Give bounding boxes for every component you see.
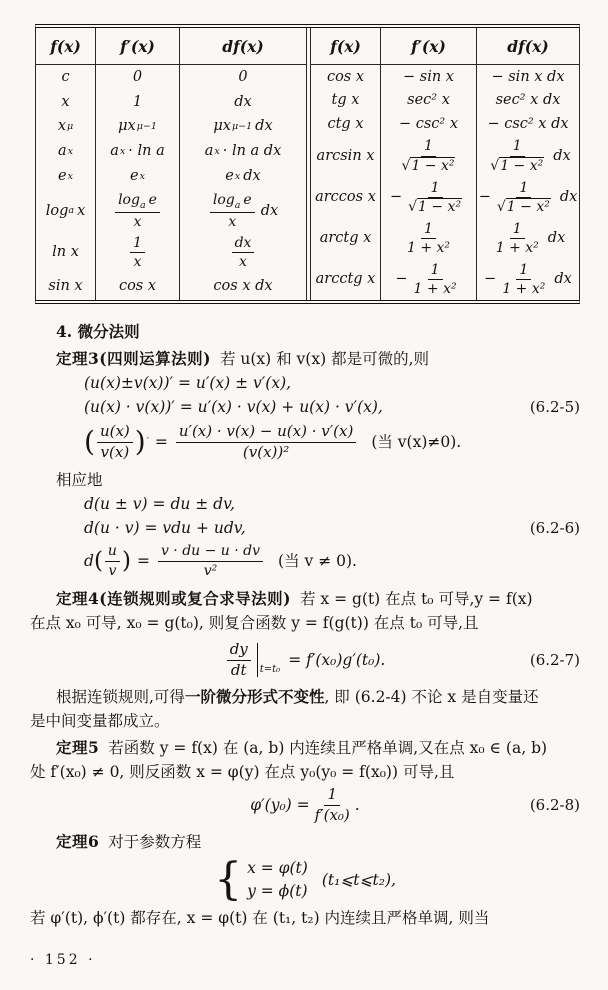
equals-sign: = <box>136 552 150 570</box>
cell-df: − csc² x dx <box>487 115 569 132</box>
theorem-5-text1: 若函数 y = f(x) 在 (a, b) 内连续且严格单调,又在点 x₀ ∈ (a, b) <box>108 739 548 757</box>
cell-f: e x <box>36 164 96 188</box>
cell-fp: 1 <box>96 89 180 113</box>
table-row <box>311 112 579 136</box>
evaluation-subscript: t=t₀ <box>259 664 281 675</box>
theorem-5-intro <box>30 736 580 760</box>
table-header-row <box>36 28 306 65</box>
right-paren: ) <box>134 425 146 458</box>
column-header-f: f(x) <box>311 28 381 64</box>
condition-note: (当 v(x)≠0). <box>371 433 462 451</box>
cell-f: x μ <box>36 114 96 138</box>
theorem-4-text1: 若 x = g(t) 在点 t₀ 可导,y = f(x) <box>299 590 533 608</box>
cell-fp: e x <box>96 164 180 188</box>
cell-df: $\frac{1}{\text{√1 − x²}}$ dx <box>490 138 571 174</box>
invariance-bold: 一阶微分形式不变性 <box>184 687 325 706</box>
prime-mark: ′ <box>146 436 149 447</box>
table-row <box>36 189 306 233</box>
dy-dt-frac: $\frac{dy}{dt}$ <box>227 640 251 680</box>
system-line1: x = φ(t) <box>247 859 308 877</box>
table-row <box>311 136 579 177</box>
cell-df: μx μ−1 dx <box>213 118 273 135</box>
theorem-5-label: 定理5 <box>56 738 100 757</box>
table-row <box>36 65 306 89</box>
eq8-lhs: φ′(y₀) = <box>250 796 310 814</box>
cell-f: ctg x <box>311 112 381 136</box>
evaluation-bar <box>257 643 258 677</box>
table-row <box>36 164 306 188</box>
eq5-line2: (u(x) · v(x))′ = u′(x) · v(x) + u(x) · v′(x), <box>84 398 383 416</box>
equation-6-2-5 <box>84 371 580 465</box>
equation-tag: (6.2-5) <box>529 398 580 416</box>
table-row <box>36 114 306 138</box>
equation-6-2-8 <box>30 784 580 826</box>
correspondingly-text: 相应地 <box>56 471 103 489</box>
eq6-line3 <box>84 540 580 582</box>
theorem-6-intro <box>30 830 580 854</box>
cell-f: a x <box>36 138 96 164</box>
chain-rule-note <box>30 685 580 709</box>
cell-df: − $\frac{1}{\text{√1 − x²}}$ dx <box>478 179 578 215</box>
equals-sign: = <box>154 433 168 451</box>
system-condition: (t₁⩽t⩽t₂), <box>321 871 396 889</box>
eq6-line1: d(u ± v) = du ± dv, <box>84 495 235 513</box>
column-header-f: f(x) <box>36 28 96 64</box>
cell-df: a x · ln a dx <box>204 143 282 160</box>
table-row <box>311 177 579 218</box>
cell-df: − sin x dx <box>491 68 565 85</box>
left-paren: ( <box>84 425 95 458</box>
chain-rule-note-line2: 是中间变量都成立。 <box>30 712 170 730</box>
section-heading: 4. 微分法则 <box>56 322 140 341</box>
table-row <box>36 233 306 272</box>
theorem-5-text2: 处 f′(x₀) ≠ 0, 则反函数 x = φ(y) 在点 y₀(y₀ = f(x₀)) 可导,且 <box>30 763 455 781</box>
left-paren: ( <box>93 547 103 574</box>
cell-fp: − $\frac{1}{\text{1 + x²}}$ <box>381 259 477 300</box>
column-header-df: df(x) <box>507 36 549 56</box>
cell-df: 0 <box>238 69 248 86</box>
column-header-fprime: f′(x) <box>381 28 477 64</box>
equation-6-2-6 <box>84 492 580 582</box>
cell-fp: $\frac{1}{\text{√1 − x²}}$ <box>381 136 477 177</box>
column-header-df: df(x) <box>222 36 264 56</box>
result-frac: $\frac{v \cdot du - u \cdot dv}{\text{v²}}$ <box>158 542 263 579</box>
eq7-rhs: = f′(x₀)g′(t₀). <box>288 651 386 669</box>
eq5-line3 <box>84 419 580 465</box>
cell-fp: μx μ−1 <box>96 114 180 138</box>
cell-f: arcsin x <box>311 136 381 177</box>
theorem-6-text: 对于参数方程 <box>108 833 202 851</box>
result-frac: $\frac{u'(x) \cdot v(x) - u(x) \cdot v'(x)}{\text{(v(x))²}}$ <box>176 422 356 462</box>
cell-f: arctg x <box>311 218 381 259</box>
cell-fp: cos x <box>96 272 180 300</box>
theorem-3-text: 若 u(x) 和 v(x) 都是可微的,则 <box>219 350 429 368</box>
parametric-system <box>30 856 580 904</box>
equation-tag: (6.2-7) <box>529 651 581 669</box>
cell-f: x <box>36 89 96 113</box>
table-row <box>311 89 579 113</box>
cell-f: sin x <box>36 272 96 300</box>
right-paren: ) <box>121 547 131 574</box>
cell-fp: − $\frac{1}{\text{√1 − x²}}$ <box>381 177 477 218</box>
cell-f: arcctg x <box>311 259 381 300</box>
condition-note: (当 v ≠ 0). <box>278 552 357 570</box>
cell-f: ln x <box>36 233 96 272</box>
cell-fp: − sin x <box>381 65 477 89</box>
cell-fp: $\frac{1}{x}$ <box>96 233 180 272</box>
derivative-table <box>35 24 580 304</box>
cell-df: cos x dx <box>213 277 273 294</box>
cell-df: dx <box>234 93 252 110</box>
inverse-frac: $\frac{1}{\text{f′(x₀)}}$ <box>314 785 350 824</box>
chain-post: , 即 (6.2-4) 不论 x 是自变量还 <box>324 688 539 706</box>
equation-6-2-7 <box>30 638 580 682</box>
cell-fp: a x · ln a <box>96 138 180 164</box>
table-row <box>311 65 579 89</box>
cell-df: $\frac{dx}{x}$ <box>180 233 306 272</box>
cell-fp: $\frac{\log_a e}{x}$ <box>96 189 180 233</box>
system-lines <box>247 857 308 903</box>
system-line2: y = ϕ(t) <box>247 882 308 900</box>
theorem-6-label: 定理6 <box>56 832 100 851</box>
cell-df: e x dx <box>225 168 261 185</box>
column-header-fprime: f′(x) <box>96 28 180 64</box>
cell-f: tg x <box>311 89 381 113</box>
cell-df: − $\frac{1}{\text{1 + x²}}$ dx <box>484 261 572 297</box>
cell-df: $\frac{\log_a e}{x}$ dx <box>180 189 306 233</box>
quotient-frac: $\frac{u(x)}{v(x)}$ <box>97 422 133 462</box>
page-number: · 152 · <box>30 952 96 968</box>
system-brace: { <box>214 854 243 906</box>
eq8-period: . <box>354 796 360 814</box>
table-right-half <box>311 28 579 300</box>
cell-fp: sec² x <box>381 89 477 113</box>
eq5-line1: (u(x)±v(x))′ = u′(x) ± v′(x), <box>84 374 292 392</box>
equation-tag: (6.2-8) <box>529 796 580 814</box>
theorem-4-text2: 在点 x₀ 可导, x₀ = g(t₀), 则复合函数 y = f(g(t)) 在点 t₀ 可导,且 <box>30 614 479 632</box>
cell-f: cos x <box>311 65 381 89</box>
theorem-4-label: 定理4(连锁规则或复合求导法则) <box>56 589 291 608</box>
table-row <box>36 138 306 164</box>
body-text <box>30 320 580 930</box>
cell-fp: 0 <box>96 65 180 89</box>
theorem-3-intro <box>30 347 580 371</box>
cell-f: log a x <box>36 189 96 233</box>
table-row <box>36 89 306 113</box>
eq6-line2: d(u · v) = vdu + udv, <box>84 519 246 537</box>
cell-df: $\frac{1}{\text{1 + x²}}$ dx <box>495 220 566 256</box>
differential-d: d <box>84 552 94 570</box>
table-row <box>36 272 306 300</box>
table-row <box>311 259 579 300</box>
table-left-half <box>36 28 306 300</box>
closing-line: 若 φ′(t), ϕ′(t) 都存在, x = φ(t) 在 (t₁, t₂) 内连续且严格单调, 则当 <box>30 909 490 927</box>
cell-f: c <box>36 65 96 89</box>
quotient-frac: $\frac{u}{v}$ <box>105 542 120 579</box>
theorem-4-intro <box>30 587 580 611</box>
cell-fp: − csc² x <box>381 112 477 136</box>
equation-tag: (6.2-6) <box>529 519 580 537</box>
cell-df: sec² x dx <box>495 92 561 109</box>
chain-pre: 根据连锁规则,可得 <box>56 688 185 706</box>
theorem-3-label: 定理3(四则运算法则) <box>56 349 211 368</box>
cell-fp: $\frac{1}{\text{1 + x²}}$ <box>381 218 477 259</box>
table-header-row <box>311 28 579 65</box>
table-row <box>311 218 579 259</box>
cell-f: arccos x <box>311 177 381 218</box>
